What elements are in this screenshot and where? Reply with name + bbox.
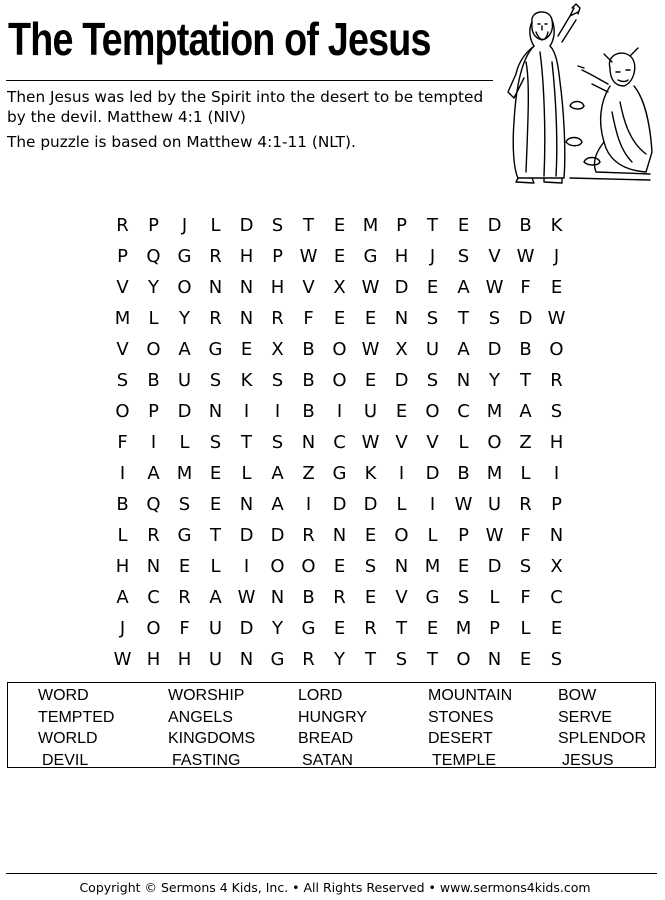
grid-letter[interactable]: N (239, 494, 254, 515)
grid-letter[interactable]: O (394, 525, 409, 546)
grid-letter[interactable]: D (394, 277, 409, 298)
grid-letter[interactable]: T (458, 308, 469, 329)
grid-letter[interactable]: B (302, 587, 315, 608)
grid-letter[interactable]: W (485, 525, 504, 546)
grid-letter[interactable]: C (550, 587, 563, 608)
grid-letter[interactable]: T (396, 618, 407, 639)
word-list-item: FASTING (172, 751, 241, 769)
grid-letter[interactable]: P (117, 246, 128, 267)
grid-letter[interactable]: O (270, 556, 285, 577)
grid-letter[interactable]: B (302, 370, 315, 391)
grid-letter[interactable]: R (302, 525, 315, 546)
grid-letter[interactable]: B (457, 463, 470, 484)
word-list-item: WORD (38, 687, 89, 704)
word-list-item: DESERT (428, 730, 493, 747)
grid-letter[interactable]: G (177, 246, 192, 267)
grid-letter[interactable]: T (241, 432, 252, 453)
grid-letter[interactable]: I (336, 401, 343, 422)
grid-letter[interactable]: A (116, 587, 129, 608)
grid-letter[interactable]: N (239, 649, 254, 670)
grid-row (107, 427, 572, 458)
grid-letter[interactable]: I (119, 463, 126, 484)
grid-letter[interactable]: S (271, 215, 284, 236)
grid-letter[interactable]: S (550, 401, 563, 422)
grid-letter[interactable]: E (364, 587, 377, 608)
grid-letter[interactable]: H (549, 432, 564, 453)
grid-letter[interactable]: D (363, 494, 378, 515)
grid-letter[interactable]: M (114, 308, 131, 329)
word-list-item: STONES (428, 708, 494, 726)
grid-letter[interactable]: V (395, 587, 408, 608)
grid-letter[interactable]: L (179, 432, 190, 453)
grid-letter[interactable]: W (454, 494, 473, 515)
grid-letter[interactable]: E (240, 339, 253, 360)
grid-letter[interactable]: M (455, 618, 472, 639)
grid-letter[interactable]: U (487, 494, 502, 515)
grid-letter[interactable]: J (181, 215, 188, 236)
grid-letter[interactable]: O (146, 339, 161, 360)
grid-letter[interactable]: S (550, 649, 563, 670)
grid-letter[interactable]: E (364, 525, 377, 546)
grid-letter[interactable]: P (148, 401, 159, 422)
grid-letter[interactable]: G (332, 463, 347, 484)
grid-row (107, 551, 572, 582)
grid-letter[interactable]: G (270, 649, 285, 670)
grid-row (107, 489, 572, 520)
grid-letter[interactable]: D (487, 556, 502, 577)
grid-letter[interactable]: O (332, 370, 347, 391)
grid-letter[interactable]: E (333, 246, 346, 267)
grid-letter[interactable]: X (333, 277, 346, 298)
grid-letter[interactable]: S (271, 370, 284, 391)
grid-letter[interactable]: B (519, 215, 532, 236)
grid-letter[interactable]: S (209, 370, 222, 391)
grid-letter[interactable]: Y (179, 308, 190, 329)
grid-letter[interactable]: E (457, 556, 470, 577)
grid-letter[interactable]: E (333, 308, 346, 329)
grid-letter[interactable]: D (239, 525, 254, 546)
grid-letter[interactable]: E (333, 215, 346, 236)
grid-letter[interactable]: R (209, 308, 222, 329)
grid-letter[interactable]: J (553, 246, 560, 267)
grid-letter[interactable]: E (178, 556, 191, 577)
grid-letter[interactable]: X (395, 339, 408, 360)
grid-letter[interactable]: U (425, 339, 440, 360)
word-list-item: LORD (298, 687, 343, 704)
grid-letter[interactable]: A (457, 339, 470, 360)
grid-letter[interactable]: P (148, 215, 159, 236)
grid-letter[interactable]: G (208, 339, 223, 360)
grid-letter[interactable]: Y (272, 618, 283, 639)
grid-letter[interactable]: P (458, 525, 469, 546)
grid-letter[interactable]: M (362, 215, 379, 236)
grid-letter[interactable]: I (274, 401, 281, 422)
grid-letter[interactable]: N (146, 556, 161, 577)
word-list-item: MOUNTAIN (428, 687, 513, 704)
grid-letter[interactable]: I (429, 494, 436, 515)
grid-letter[interactable]: L (520, 463, 531, 484)
grid-letter[interactable]: G (301, 618, 316, 639)
grid-letter[interactable]: L (396, 494, 407, 515)
grid-letter[interactable]: S (426, 370, 439, 391)
grid-letter[interactable]: U (363, 401, 378, 422)
grid-letter[interactable]: C (147, 587, 160, 608)
word-bank (7, 682, 656, 768)
grid-row (107, 396, 572, 427)
grid-letter[interactable]: B (302, 339, 315, 360)
grid-letter[interactable]: S (457, 246, 470, 267)
grid-letter[interactable]: I (553, 463, 560, 484)
word-search-grid (107, 210, 572, 675)
word-list-item: ANGELS (168, 708, 233, 726)
grid-letter[interactable]: L (458, 432, 469, 453)
grid-letter[interactable]: S (271, 432, 284, 453)
grid-letter[interactable]: W (361, 432, 380, 453)
word-list-item: KINGDOMS (168, 730, 256, 747)
grid-letter[interactable]: U (177, 370, 192, 391)
word-list-item: WORSHIP (168, 687, 245, 704)
grid-row (107, 241, 572, 272)
grid-letter[interactable]: A (271, 494, 284, 515)
grid-letter[interactable]: R (333, 587, 346, 608)
grid-row (107, 520, 572, 551)
grid-letter[interactable]: V (116, 339, 129, 360)
grid-letter[interactable]: E (426, 618, 439, 639)
grid-letter[interactable]: S (364, 556, 377, 577)
grid-letter[interactable]: W (361, 339, 380, 360)
grid-letter[interactable]: N (208, 277, 223, 298)
grid-letter[interactable]: V (395, 432, 408, 453)
grid-letter[interactable]: L (148, 308, 159, 329)
grid-letter[interactable]: I (150, 432, 157, 453)
grid-letter[interactable]: B (147, 370, 160, 391)
grid-letter[interactable]: Q (146, 246, 161, 267)
grid-letter[interactable]: N (239, 308, 254, 329)
grid-letter[interactable]: K (364, 463, 377, 484)
grid-letter[interactable]: L (520, 618, 531, 639)
grid-letter[interactable]: S (519, 556, 532, 577)
word-list-item: JESUS (562, 751, 614, 769)
word-list-item: SATAN (302, 751, 353, 769)
grid-letter[interactable]: T (520, 370, 531, 391)
grid-letter[interactable]: C (333, 432, 346, 453)
grid-letter[interactable]: T (427, 649, 438, 670)
grid-letter[interactable]: K (550, 215, 563, 236)
grid-letter[interactable]: D (425, 463, 440, 484)
grid-letter[interactable]: E (519, 649, 532, 670)
grid-letter[interactable]: T (303, 215, 314, 236)
grid-letter[interactable]: F (303, 308, 314, 329)
grid-letter[interactable]: N (208, 401, 223, 422)
grid-letter[interactable]: O (177, 277, 192, 298)
grid-letter[interactable]: T (365, 649, 376, 670)
grid-letter[interactable]: W (113, 649, 132, 670)
grid-letter[interactable]: X (550, 556, 563, 577)
grid-letter[interactable]: N (394, 308, 409, 329)
word-list-item: WORLD (38, 730, 98, 747)
grid-letter[interactable]: Z (302, 463, 315, 484)
grid-letter[interactable]: E (209, 494, 222, 515)
grid-letter[interactable]: F (520, 587, 531, 608)
grid-letter[interactable]: W (361, 277, 380, 298)
grid-letter[interactable]: D (332, 494, 347, 515)
grid-letter[interactable]: R (147, 525, 160, 546)
grid-letter[interactable]: U (208, 649, 223, 670)
grid-letter[interactable]: Y (148, 277, 159, 298)
grid-letter[interactable]: B (302, 401, 315, 422)
grid-row (107, 613, 572, 644)
grid-letter[interactable]: X (271, 339, 284, 360)
grid-letter[interactable]: D (487, 215, 502, 236)
grid-letter[interactable]: P (489, 618, 500, 639)
grid-letter[interactable]: V (488, 246, 501, 267)
grid-letter[interactable]: S (178, 494, 191, 515)
grid-row (107, 582, 572, 613)
grid-letter[interactable]: A (178, 339, 191, 360)
grid-letter[interactable]: A (457, 277, 470, 298)
word-bank-grid (38, 685, 665, 771)
grid-letter[interactable]: O (115, 401, 130, 422)
grid-letter[interactable]: W (485, 277, 504, 298)
grid-letter[interactable]: N (487, 649, 502, 670)
jesus-and-devil-illustration (500, 2, 658, 184)
grid-letter[interactable]: O (487, 432, 502, 453)
grid-letter[interactable]: E (364, 308, 377, 329)
grid-letter[interactable]: S (209, 432, 222, 453)
grid-row (107, 644, 572, 675)
grid-letter[interactable]: S (488, 308, 501, 329)
grid-row (107, 334, 572, 365)
grid-letter[interactable]: T (210, 525, 221, 546)
grid-letter[interactable]: D (239, 215, 254, 236)
grid-letter[interactable]: N (394, 556, 409, 577)
grid-letter[interactable]: N (332, 525, 347, 546)
grid-letter[interactable]: S (457, 587, 470, 608)
grid-letter[interactable]: O (332, 339, 347, 360)
grid-letter[interactable]: N (239, 277, 254, 298)
grid-letter[interactable]: F (117, 432, 128, 453)
word-list-item: TEMPLE (432, 751, 497, 769)
grid-letter[interactable]: W (547, 308, 566, 329)
grid-letter[interactable]: W (237, 587, 256, 608)
grid-letter[interactable]: W (299, 246, 318, 267)
grid-letter[interactable]: V (302, 277, 315, 298)
grid-letter[interactable]: E (550, 277, 563, 298)
grid-letter[interactable]: N (456, 370, 471, 391)
grid-letter[interactable]: R (302, 649, 315, 670)
grid-letter[interactable]: P (551, 494, 562, 515)
grid-letter[interactable]: V (116, 277, 129, 298)
grid-letter[interactable]: R (364, 618, 377, 639)
grid-letter[interactable]: F (520, 525, 531, 546)
grid-letter[interactable]: E (395, 401, 408, 422)
grid-letter[interactable]: I (243, 401, 250, 422)
grid-letter[interactable]: N (301, 432, 316, 453)
grid-letter[interactable]: N (270, 587, 285, 608)
grid-letter[interactable]: N (549, 525, 564, 546)
grid-letter[interactable]: H (239, 246, 254, 267)
grid-letter[interactable]: R (550, 370, 563, 391)
grid-letter[interactable]: L (489, 587, 500, 608)
grid-row (107, 210, 572, 241)
grid-letter[interactable]: I (398, 463, 405, 484)
grid-letter[interactable]: S (116, 370, 129, 391)
grid-letter[interactable]: A (519, 401, 532, 422)
grid-letter[interactable]: Q (146, 494, 161, 515)
word-list-item: SPLENDOR (558, 730, 647, 747)
puzzle-source-note: The puzzle is based on Matthew 4:1-11 (NLT). (7, 133, 356, 151)
grid-letter[interactable]: G (363, 246, 378, 267)
word-list-item: TEMPTED (38, 708, 115, 726)
grid-letter[interactable]: O (549, 339, 564, 360)
word-list-item: HUNGRY (298, 708, 368, 726)
grid-letter[interactable]: G (425, 587, 440, 608)
grid-letter[interactable]: L (210, 556, 221, 577)
grid-letter[interactable]: S (395, 649, 408, 670)
grid-letter[interactable]: G (177, 525, 192, 546)
grid-row (107, 272, 572, 303)
grid-letter[interactable]: L (210, 215, 221, 236)
grid-row (107, 303, 572, 334)
title-divider (6, 80, 493, 81)
grid-letter[interactable]: Y (489, 370, 500, 391)
grid-letter[interactable]: H (177, 649, 192, 670)
grid-letter[interactable]: M (486, 463, 503, 484)
grid-letter[interactable]: H (394, 246, 409, 267)
grid-letter[interactable]: I (305, 494, 312, 515)
grid-letter[interactable]: V (426, 432, 439, 453)
grid-letter[interactable]: P (272, 246, 283, 267)
grid-letter[interactable]: D (270, 525, 285, 546)
word-list-item: BOW (558, 687, 597, 704)
grid-letter[interactable]: H (270, 277, 285, 298)
grid-letter[interactable]: M (486, 401, 503, 422)
grid-letter[interactable]: E (333, 556, 346, 577)
grid-letter[interactable]: E (209, 463, 222, 484)
grid-letter[interactable]: U (208, 618, 223, 639)
grid-letter[interactable]: D (518, 308, 533, 329)
grid-letter[interactable]: L (241, 463, 252, 484)
grid-letter[interactable]: H (115, 556, 130, 577)
grid-letter[interactable]: E (333, 618, 346, 639)
grid-letter[interactable]: Y (334, 649, 345, 670)
grid-letter[interactable]: M (424, 556, 441, 577)
grid-row (107, 458, 572, 489)
grid-letter[interactable]: J (119, 618, 126, 639)
grid-letter[interactable]: B (519, 339, 532, 360)
grid-letter[interactable]: O (456, 649, 471, 670)
grid-letter[interactable]: F (520, 277, 531, 298)
grid-letter[interactable]: L (117, 525, 128, 546)
grid-letter[interactable]: E (364, 370, 377, 391)
grid-letter[interactable]: F (179, 618, 190, 639)
grid-letter[interactable]: O (301, 556, 316, 577)
grid-letter[interactable]: D (487, 339, 502, 360)
grid-letter[interactable]: S (426, 308, 439, 329)
word-list-item: SERVE (558, 708, 612, 726)
intro-text (7, 87, 497, 152)
grid-letter[interactable]: C (457, 401, 470, 422)
grid-letter[interactable]: H (146, 649, 161, 670)
grid-letter[interactable]: D (394, 370, 409, 391)
grid-letter[interactable]: L (427, 525, 438, 546)
grid-letter[interactable]: A (209, 587, 222, 608)
grid-letter[interactable]: Z (519, 432, 532, 453)
grid-letter[interactable]: K (240, 370, 253, 391)
scripture-verse: Then Jesus was led by the Spirit into the desert to be tempted by the devil. Matthew 4:1 (NIV) (7, 88, 484, 126)
grid-letter[interactable]: A (147, 463, 160, 484)
grid-letter[interactable]: R (116, 215, 129, 236)
grid-letter[interactable]: E (457, 215, 470, 236)
grid-letter[interactable]: A (271, 463, 284, 484)
grid-letter[interactable]: D (177, 401, 192, 422)
grid-letter[interactable]: R (519, 494, 532, 515)
footer-divider (6, 873, 657, 874)
grid-letter[interactable]: B (116, 494, 129, 515)
grid-letter[interactable]: R (209, 246, 222, 267)
grid-letter[interactable]: M (176, 463, 193, 484)
grid-letter[interactable]: O (425, 401, 440, 422)
grid-letter[interactable]: J (429, 246, 436, 267)
grid-letter[interactable]: P (396, 215, 407, 236)
grid-letter[interactable]: T (427, 215, 438, 236)
word-list-item: BREAD (298, 730, 354, 747)
grid-row (107, 365, 572, 396)
grid-letter[interactable]: R (271, 308, 284, 329)
grid-letter[interactable]: O (146, 618, 161, 639)
grid-letter[interactable]: E (426, 277, 439, 298)
page-title: The Temptation of Jesus (8, 13, 431, 65)
grid-letter[interactable]: R (178, 587, 191, 608)
grid-letter[interactable]: I (243, 556, 250, 577)
grid-letter[interactable]: D (239, 618, 254, 639)
grid-letter[interactable]: W (516, 246, 535, 267)
grid-letter[interactable]: E (550, 618, 563, 639)
word-list-item: DEVIL (42, 751, 89, 769)
copyright-footer: Copyright © Sermons 4 Kids, Inc. • All Rights Reserved • www.sermons4kids.com (79, 880, 591, 895)
